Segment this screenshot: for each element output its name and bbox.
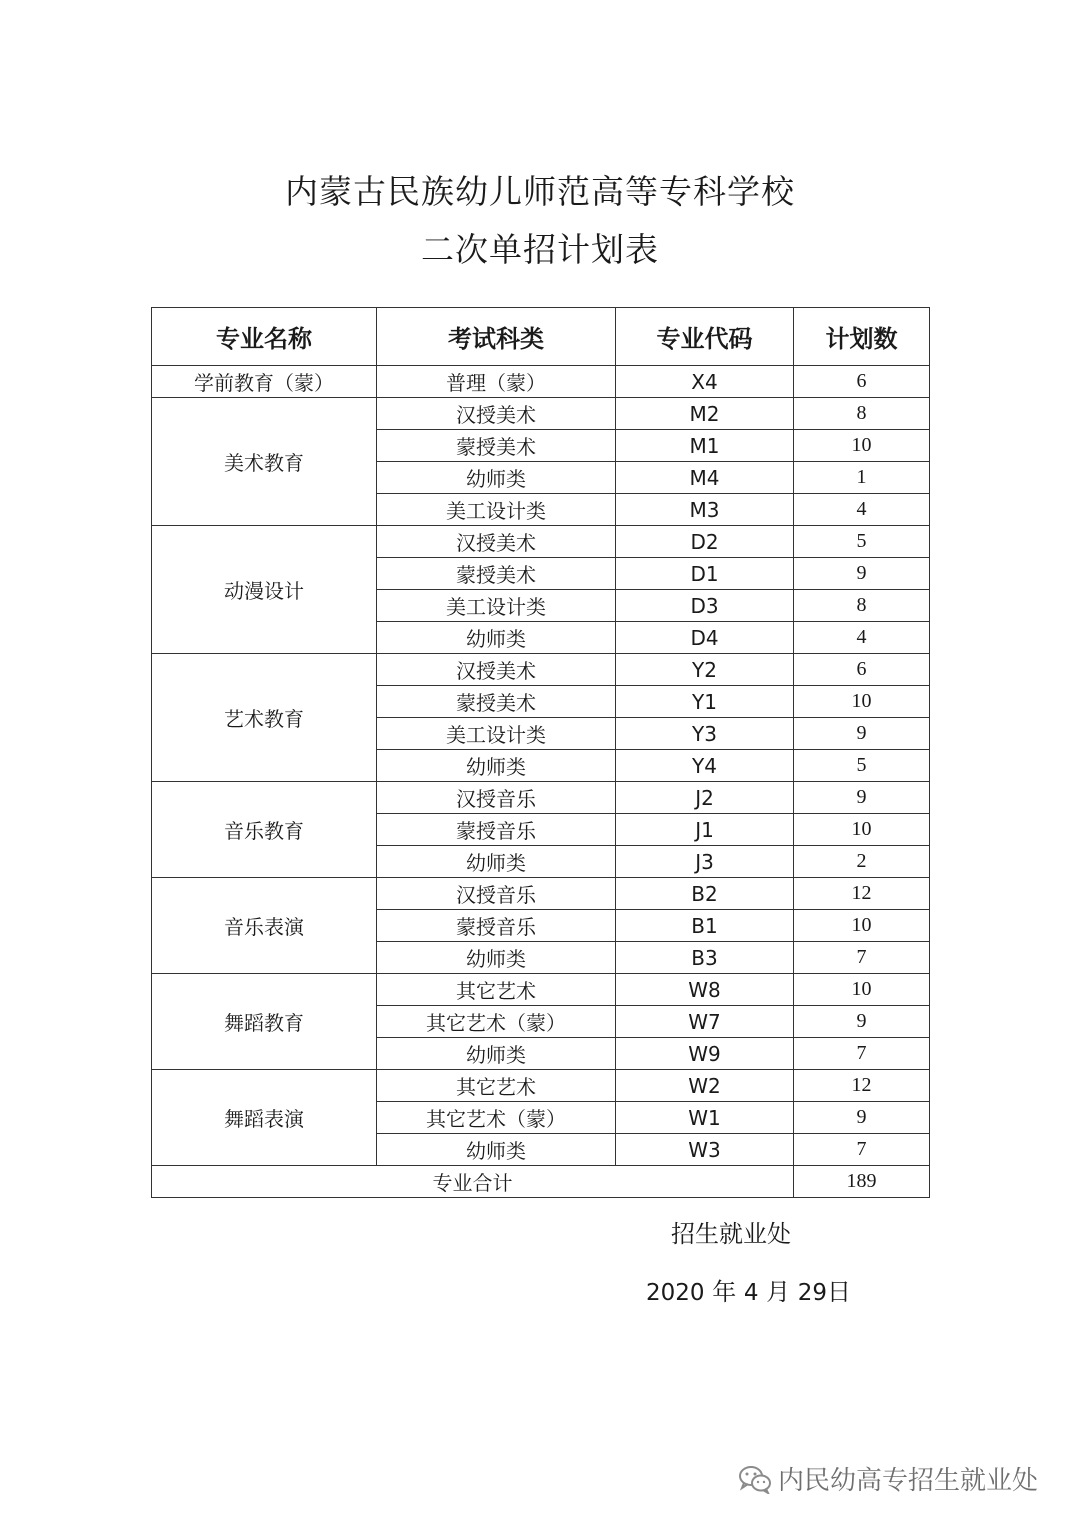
exam-category-cell: 幼师类	[377, 846, 616, 878]
plan-count-cell: 4	[794, 622, 930, 654]
date-day-unit: 日	[827, 1278, 852, 1306]
plan-count-cell: 12	[794, 878, 930, 910]
exam-category-cell: 其它艺术	[377, 974, 616, 1006]
table-row	[152, 782, 930, 814]
exam-category-cell: 幼师类	[377, 622, 616, 654]
table-row	[152, 878, 930, 910]
major-code-cell: Y3	[616, 718, 794, 750]
major-code-cell: X4	[616, 366, 794, 398]
exam-category-cell: 蒙授音乐	[377, 910, 616, 942]
exam-category-cell: 汉授音乐	[377, 782, 616, 814]
table-row	[152, 1070, 930, 1102]
total-value: 189	[794, 1166, 930, 1198]
total-row	[152, 1166, 930, 1198]
plan-count-cell: 12	[794, 1070, 930, 1102]
exam-category-cell: 蒙授美术	[377, 686, 616, 718]
issue-date	[646, 1272, 851, 1307]
major-code-cell: J1	[616, 814, 794, 846]
plan-count-cell: 7	[794, 1038, 930, 1070]
major-code-cell: J2	[616, 782, 794, 814]
major-code-cell: D4	[616, 622, 794, 654]
exam-category-cell: 美工设计类	[377, 718, 616, 750]
exam-category-cell: 汉授美术	[377, 526, 616, 558]
total-label: 专业合计	[152, 1166, 794, 1198]
exam-category-cell: 其它艺术（蒙）	[377, 1102, 616, 1134]
major-code-cell: B2	[616, 878, 794, 910]
exam-category-cell: 其它艺术	[377, 1070, 616, 1102]
table-header-row	[152, 308, 930, 366]
major-code-cell: B1	[616, 910, 794, 942]
document-title: 内蒙古民族幼儿师范高等专科学校	[285, 172, 795, 211]
exam-category-cell: 美工设计类	[377, 590, 616, 622]
exam-category-cell: 幼师类	[377, 1134, 616, 1166]
plan-count-cell: 9	[794, 782, 930, 814]
plan-count-cell: 8	[794, 590, 930, 622]
plan-count-cell: 9	[794, 558, 930, 590]
wechat-watermark	[738, 1460, 1038, 1497]
major-code-cell: D2	[616, 526, 794, 558]
wechat-icon	[738, 1464, 772, 1494]
plan-count-cell: 10	[794, 686, 930, 718]
plan-count-cell: 9	[794, 1006, 930, 1038]
major-code-cell: D3	[616, 590, 794, 622]
plan-count-cell: 4	[794, 494, 930, 526]
date-year: 2020	[646, 1280, 705, 1306]
plan-count-cell: 6	[794, 366, 930, 398]
plan-count-cell: 7	[794, 942, 930, 974]
table-body	[152, 366, 930, 1166]
header-plan: 计划数	[794, 308, 930, 366]
table-row	[152, 366, 930, 398]
plan-count-cell: 5	[794, 526, 930, 558]
table-row	[152, 654, 930, 686]
plan-count-cell: 10	[794, 974, 930, 1006]
major-name-cell: 艺术教育	[152, 654, 377, 782]
date-year-unit: 年	[712, 1278, 737, 1306]
major-name-cell: 动漫设计	[152, 526, 377, 654]
plan-count-cell: 8	[794, 398, 930, 430]
table-row	[152, 398, 930, 430]
exam-category-cell: 汉授美术	[377, 398, 616, 430]
header-code: 专业代码	[616, 308, 794, 366]
exam-category-cell: 其它艺术（蒙）	[377, 1006, 616, 1038]
major-name-cell: 音乐表演	[152, 878, 377, 974]
enrollment-plan-table	[151, 307, 930, 1198]
major-code-cell: M2	[616, 398, 794, 430]
major-code-cell: Y4	[616, 750, 794, 782]
major-name-cell: 舞蹈教育	[152, 974, 377, 1070]
exam-category-cell: 蒙授美术	[377, 558, 616, 590]
major-code-cell: W1	[616, 1102, 794, 1134]
major-code-cell: W3	[616, 1134, 794, 1166]
office-name: 招生就业处	[671, 1220, 791, 1248]
major-code-cell: M3	[616, 494, 794, 526]
major-name-cell: 美术教育	[152, 398, 377, 526]
date-month: 4	[743, 1280, 759, 1306]
plan-count-cell: 10	[794, 910, 930, 942]
plan-count-cell: 7	[794, 1134, 930, 1166]
exam-category-cell: 幼师类	[377, 462, 616, 494]
major-code-cell: Y1	[616, 686, 794, 718]
major-code-cell: B3	[616, 942, 794, 974]
document-subtitle: 二次单招计划表	[421, 230, 659, 269]
major-code-cell: W7	[616, 1006, 794, 1038]
exam-category-cell: 汉授音乐	[377, 878, 616, 910]
plan-count-cell: 10	[794, 430, 930, 462]
plan-count-cell: 9	[794, 1102, 930, 1134]
header-major: 专业名称	[152, 308, 377, 366]
exam-category-cell: 蒙授音乐	[377, 814, 616, 846]
date-month-unit: 月	[766, 1278, 791, 1306]
major-code-cell: D1	[616, 558, 794, 590]
header-category: 考试科类	[377, 308, 616, 366]
plan-count-cell: 10	[794, 814, 930, 846]
major-code-cell: W2	[616, 1070, 794, 1102]
exam-category-cell: 普理（蒙）	[377, 366, 616, 398]
table-row	[152, 526, 930, 558]
table-row	[152, 974, 930, 1006]
exam-category-cell: 美工设计类	[377, 494, 616, 526]
major-code-cell: W8	[616, 974, 794, 1006]
plan-count-cell: 9	[794, 718, 930, 750]
exam-category-cell: 幼师类	[377, 942, 616, 974]
major-code-cell: M4	[616, 462, 794, 494]
plan-count-cell: 5	[794, 750, 930, 782]
major-code-cell: J3	[616, 846, 794, 878]
plan-count-cell: 6	[794, 654, 930, 686]
plan-count-cell: 1	[794, 462, 930, 494]
major-code-cell: Y2	[616, 654, 794, 686]
plan-count-cell: 2	[794, 846, 930, 878]
exam-category-cell: 汉授美术	[377, 654, 616, 686]
major-name-cell: 舞蹈表演	[152, 1070, 377, 1166]
exam-category-cell: 幼师类	[377, 1038, 616, 1070]
major-name-cell: 学前教育（蒙）	[152, 366, 377, 398]
major-code-cell: W9	[616, 1038, 794, 1070]
major-name-cell: 音乐教育	[152, 782, 377, 878]
exam-category-cell: 幼师类	[377, 750, 616, 782]
date-day: 29	[797, 1280, 828, 1306]
major-code-cell: M1	[616, 430, 794, 462]
exam-category-cell: 蒙授美术	[377, 430, 616, 462]
watermark-text: 内民幼高专招生就业处	[778, 1466, 1039, 1496]
